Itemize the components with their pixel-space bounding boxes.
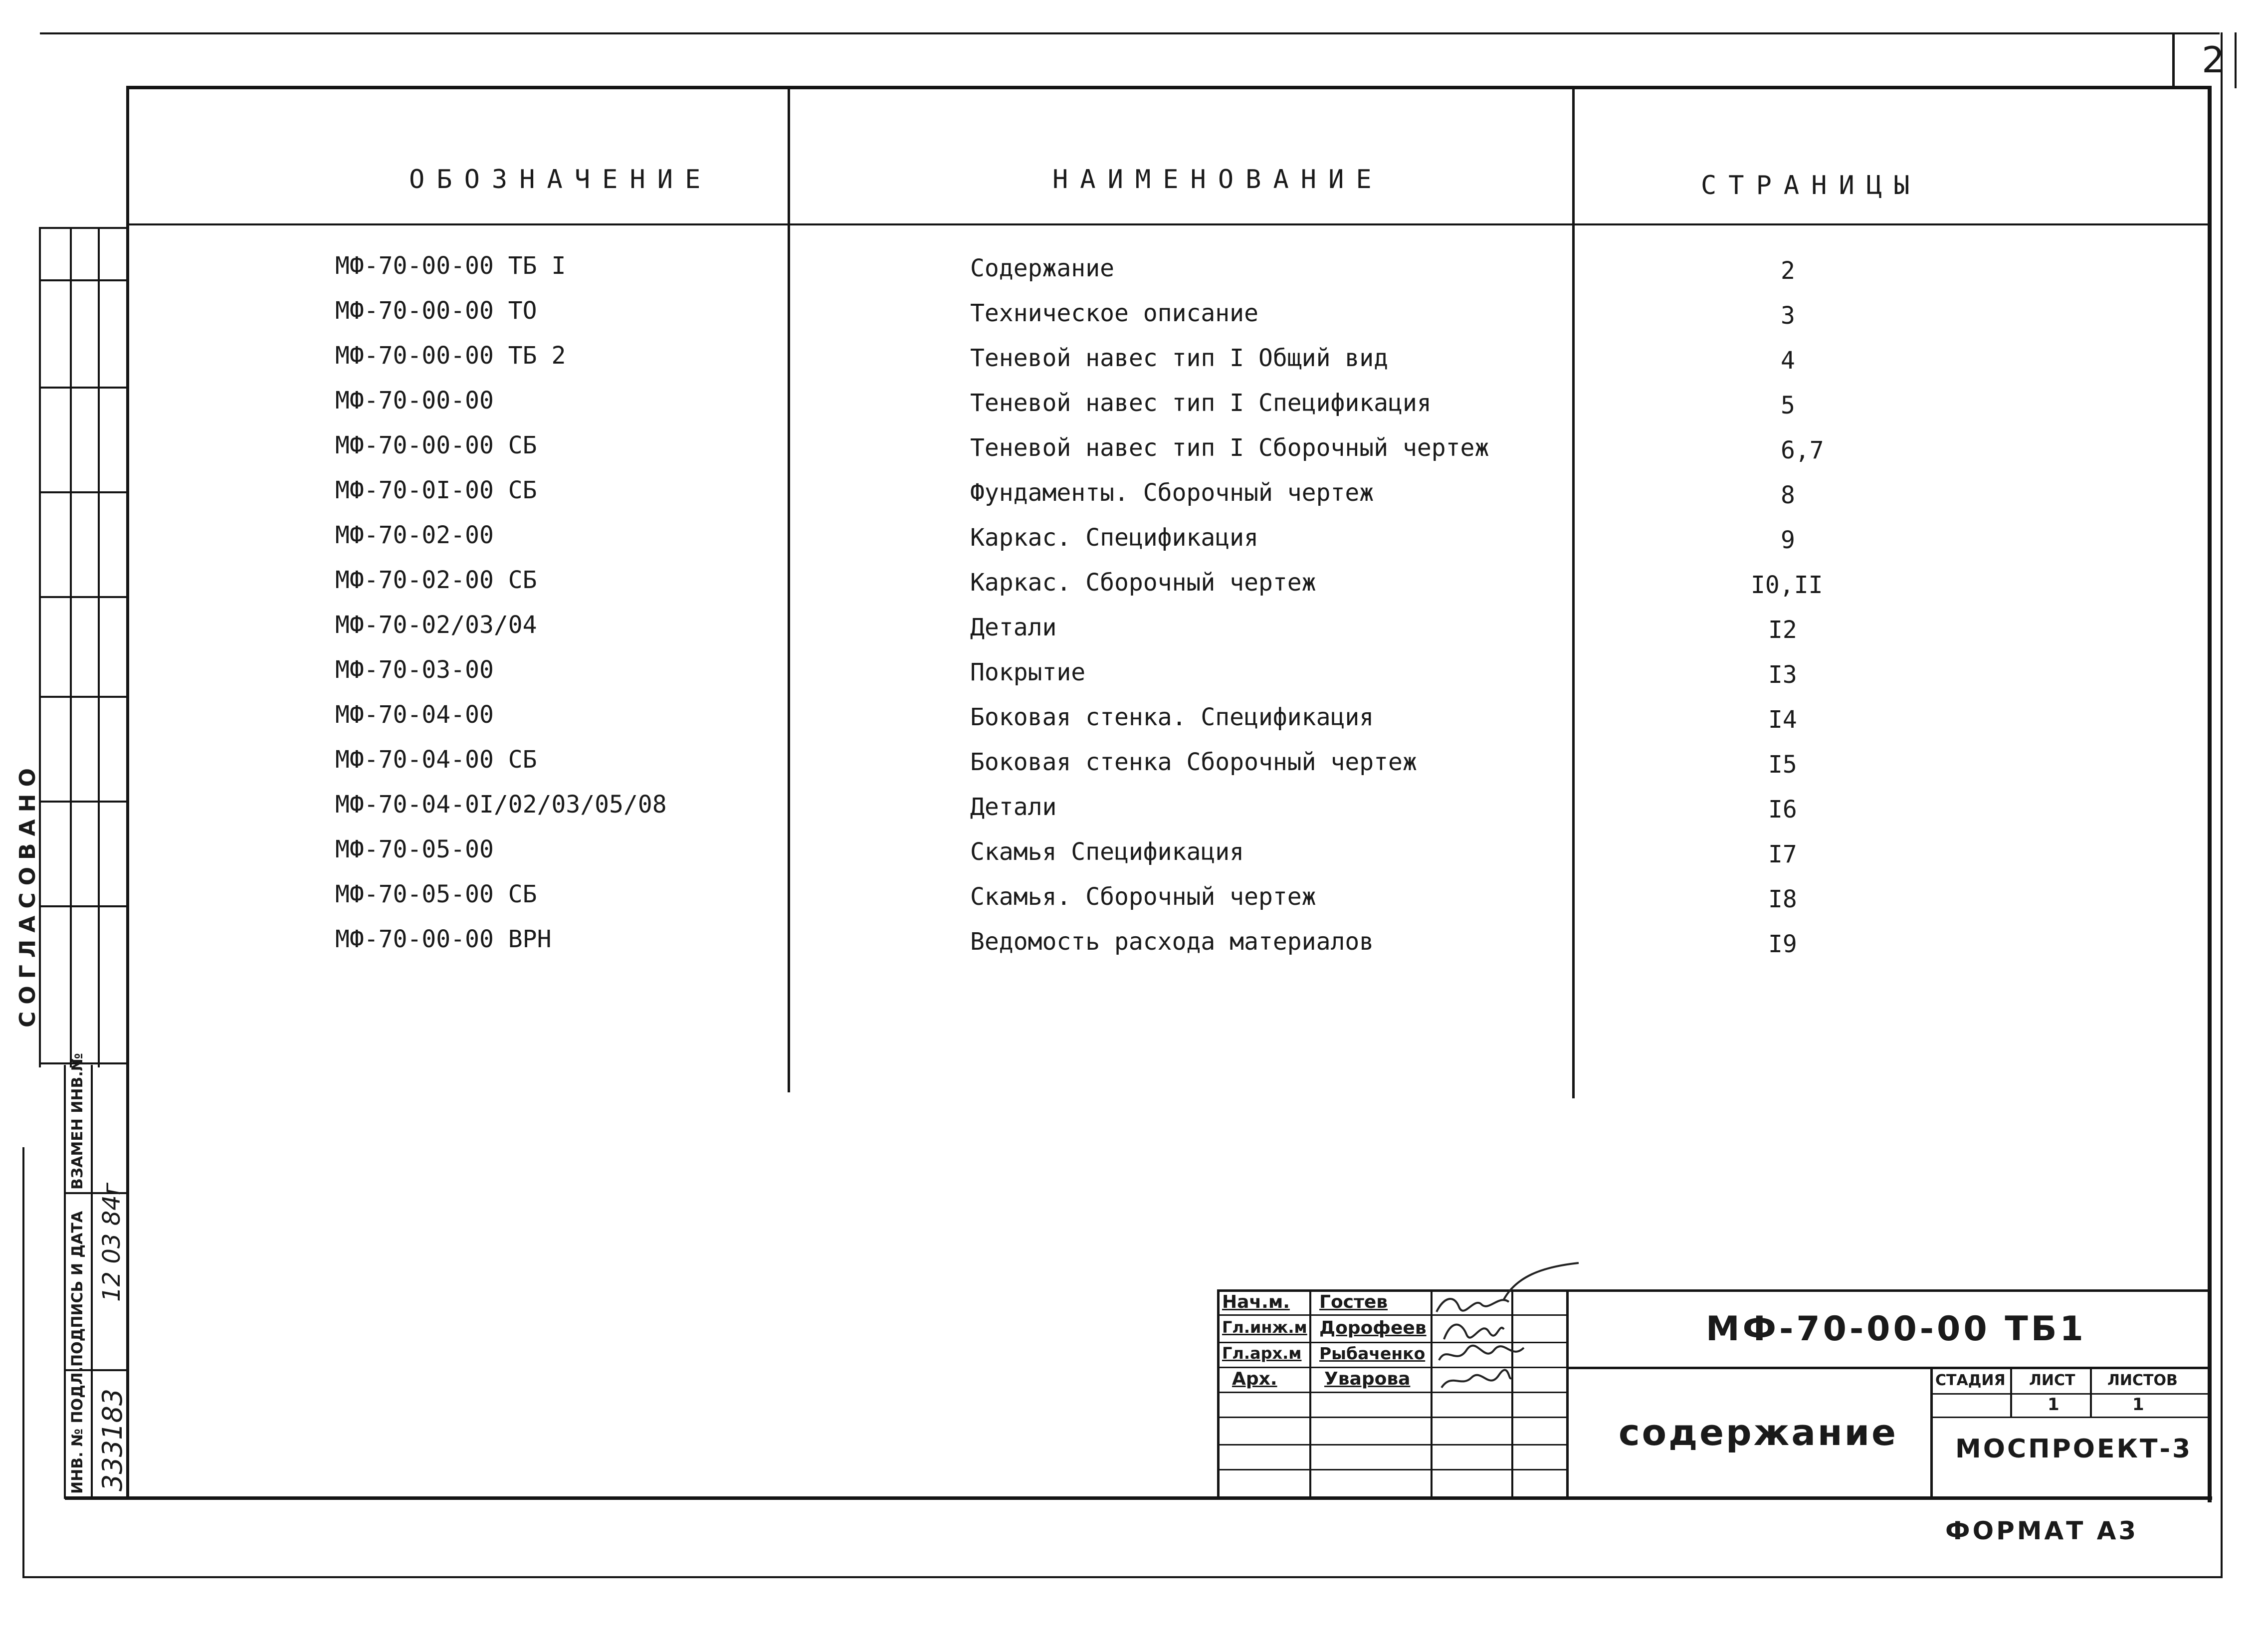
strip-h6 (39, 801, 129, 803)
row-9-designation: МФ-70-02/03/04 (335, 611, 537, 639)
tb-stage-v2 (2090, 1367, 2092, 1417)
tb-sig-h4 (1217, 1392, 1566, 1393)
tb-sig-h5 (1217, 1417, 1566, 1418)
row-7-name: Каркас. Спецификация (970, 524, 1258, 552)
row-3-designation: МФ-70-00-00 ТБ 2 (335, 342, 566, 370)
row-13-name: Детали (970, 793, 1057, 821)
row-4-name: Теневой навес тип I Спецификация (970, 389, 1432, 417)
outer-right (2221, 32, 2223, 1578)
lower-v1 (64, 1065, 66, 1499)
signer-2-role: Гл.инж.м (1222, 1318, 1307, 1337)
row-12-name: Боковая стенка Сборочный чертеж (970, 748, 1417, 776)
signer-3-name: Рыбаченко (1319, 1344, 1426, 1363)
row-2-name: Техническое описание (970, 299, 1258, 327)
sign-date-label: ПОДПИСЬ И ДАТА (69, 1211, 86, 1367)
signature-2-icon (1439, 1317, 1509, 1342)
row-15-designation: МФ-70-05-00 СБ (335, 880, 537, 908)
row-9-pages: I2 (1768, 616, 1797, 644)
row-5-name: Теневой навес тип I Сборочный чертеж (970, 434, 1489, 462)
row-13-pages: I6 (1768, 796, 1797, 824)
row-12-designation: МФ-70-04-00 СБ (335, 746, 537, 774)
row-5-designation: МФ-70-00-00 СБ (335, 431, 537, 459)
row-4-designation: МФ-70-00-00 (335, 387, 494, 414)
stage-label: СТАДИЯ (1935, 1372, 2006, 1389)
inv-replace-label: ВЗАМЕН ИНВ.№ (69, 1053, 86, 1190)
row-2-pages: 3 (1781, 302, 1795, 330)
strip-v3 (98, 227, 100, 1067)
signer-4-role: Арх. (1232, 1369, 1277, 1389)
doc-code: МФ-70-00-00 ТБ1 (1706, 1309, 2086, 1349)
col-sep-2 (1572, 86, 1575, 1098)
row-7-pages: 9 (1781, 526, 1795, 554)
leader-stroke-icon (1501, 1257, 1581, 1302)
strip-h2 (39, 387, 129, 389)
strip-h4 (39, 596, 129, 598)
outer-left (22, 1147, 24, 1578)
row-10-name: Покрытие (970, 658, 1086, 686)
sheets-label: ЛИСТОВ (2107, 1372, 2178, 1389)
row-7-designation: МФ-70-02-00 (335, 521, 494, 549)
tb-right-v1 (1930, 1367, 1933, 1499)
row-8-pages: I0,II (1751, 571, 1823, 599)
frame-bottom (65, 1496, 2212, 1500)
tb-left (1217, 1289, 1220, 1499)
sheet-value: 1 (2048, 1395, 2059, 1415)
top-scan-edge (40, 32, 2220, 34)
frame-left (126, 86, 129, 1497)
signature-3-icon (1437, 1343, 1526, 1368)
inv-value: 333183 (97, 1388, 128, 1491)
tb-sig-h1 (1217, 1314, 1566, 1316)
row-16-name: Ведомость расхода материалов (970, 928, 1374, 956)
row-12-pages: I5 (1768, 751, 1797, 779)
strip-h5 (39, 696, 129, 698)
row-15-pages: I8 (1768, 885, 1797, 913)
agreed-label: СОГЛАСОВАНО (15, 761, 40, 1028)
signer-2-name: Дорофеев (1319, 1318, 1427, 1338)
row-14-pages: I7 (1768, 840, 1797, 868)
row-4-pages: 5 (1781, 392, 1795, 419)
strip-v2 (70, 227, 72, 1067)
row-6-pages: 8 (1781, 481, 1795, 509)
inv-orig-label: ИНВ. № ПОДЛ. (69, 1366, 86, 1494)
row-6-designation: МФ-70-0I-00 СБ (335, 476, 537, 504)
sheet-number: 2 (2202, 39, 2225, 81)
row-16-pages: I9 (1768, 930, 1797, 958)
row-2-designation: МФ-70-00-00 ТО (335, 297, 537, 325)
strip-top (39, 227, 129, 229)
strip-h1 (39, 279, 129, 281)
row-8-name: Каркас. Сборочный чертеж (970, 569, 1316, 597)
signature-4-icon (1439, 1368, 1514, 1393)
sheets-value: 1 (2132, 1395, 2144, 1415)
doc-title: содержание (1619, 1412, 1898, 1453)
lower-v2 (91, 1065, 93, 1499)
tb-stage-h2 (1930, 1417, 2210, 1418)
row-8-designation: МФ-70-02-00 СБ (335, 566, 537, 594)
tb-sig-h7 (1217, 1469, 1566, 1470)
row-16-designation: МФ-70-00-00 ВРН (335, 925, 552, 953)
row-1-designation: МФ-70-00-00 ТБ I (335, 252, 566, 280)
format-label: ФОРМАТ А3 (1945, 1516, 2139, 1545)
row-13-designation: МФ-70-04-0I/02/03/05/08 (335, 791, 667, 819)
signer-4-name: Уварова (1324, 1369, 1411, 1389)
tb-sig-v1 (1309, 1289, 1311, 1499)
col-sep-1 (788, 86, 790, 1092)
row-11-name: Боковая стенка. Спецификация (970, 703, 1374, 731)
signer-3-role: Гл.арх.м (1222, 1344, 1302, 1363)
signer-1-name: Гостев (1319, 1292, 1388, 1312)
row-6-name: Фундаменты. Сборочный чертеж (970, 479, 1374, 507)
organization: МОСПРОЕКТ-3 (1955, 1434, 2193, 1464)
outer-bottom (22, 1576, 2222, 1578)
tb-sig-h6 (1217, 1444, 1566, 1446)
row-1-name: Содержание (970, 254, 1114, 282)
row-14-name: Скамья Спецификация (970, 838, 1244, 866)
tb-right-h1 (1566, 1367, 2210, 1369)
tb-sig-v2 (1431, 1289, 1433, 1499)
row-3-name: Теневой навес тип I Общий вид (970, 344, 1389, 372)
header-name: НАИМЕНОВАНИЕ (1052, 165, 1384, 195)
row-3-pages: 4 (1781, 347, 1795, 375)
row-9-name: Детали (970, 614, 1057, 641)
signer-1-role: Нач.м. (1222, 1292, 1290, 1312)
row-10-designation: МФ-70-03-00 (335, 656, 494, 684)
row-15-name: Скамья. Сборочный чертеж (970, 883, 1316, 911)
strip-h3 (39, 491, 129, 493)
tb-mid-v (1566, 1289, 1569, 1499)
row-5-pages: 6,7 (1781, 436, 1824, 464)
tb-sig-v3 (1511, 1289, 1513, 1499)
sheet-label: ЛИСТ (2029, 1372, 2075, 1389)
date-value: 12 03 84г (98, 1183, 126, 1302)
row-10-pages: I3 (1768, 661, 1797, 689)
header-designation: ОБОЗНАЧЕНИЕ (409, 165, 713, 195)
row-1-pages: 2 (1781, 257, 1795, 285)
header-underline (129, 223, 2208, 225)
strip-h7 (39, 905, 129, 907)
header-pages: СТРАНИЦЫ (1701, 171, 1922, 201)
tb-stage-v1 (2010, 1367, 2012, 1417)
frame-top (127, 86, 2210, 89)
row-11-pages: I4 (1768, 706, 1797, 734)
sheet-box-left (2172, 32, 2175, 88)
tb-stage-h1 (1930, 1393, 2210, 1395)
row-11-designation: МФ-70-04-00 (335, 701, 494, 729)
row-14-designation: МФ-70-05-00 (335, 835, 494, 863)
